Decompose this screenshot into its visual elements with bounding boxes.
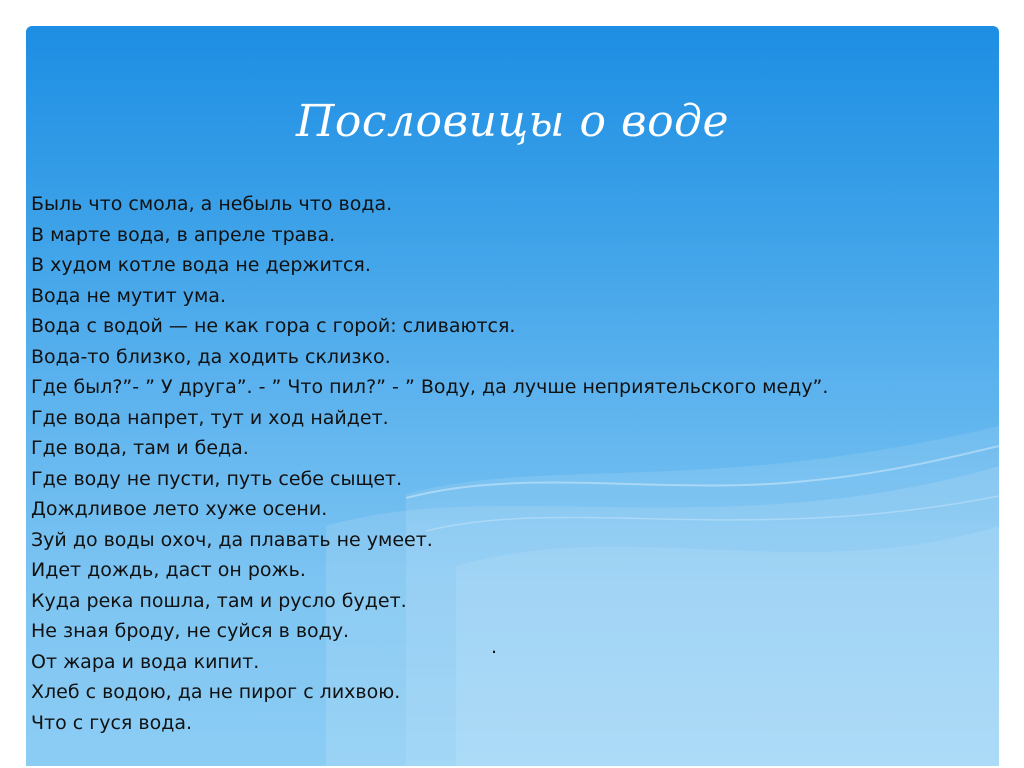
slide-title: Пословицы о воде xyxy=(296,96,729,147)
proverb-item: Где вода, там и беда. xyxy=(31,437,249,459)
proverb-item: Зуй до воды охоч, да плавать не умеет. xyxy=(31,528,433,551)
proverb-item: Не зная броду, не суйся в воду. xyxy=(31,620,350,642)
proverb-item: Где воду не пусти, путь себе сыщет. xyxy=(31,467,403,490)
proverb-item: Где вода напрет, тут и ход найдет. xyxy=(31,406,389,429)
proverb-item: Вода с водой — не как гора с горой: сливаются. xyxy=(31,315,516,337)
proverb-item: Что с гуся вода. xyxy=(31,711,193,734)
stray-period: . xyxy=(491,636,498,658)
proverb-item: В худом котле вода не держится. xyxy=(31,254,371,276)
slide xyxy=(26,26,999,766)
proverb-item: Куда река пошла, там и русло будет. xyxy=(31,589,407,612)
proverb-item: Быль что смола, а небыль что вода. xyxy=(31,193,393,215)
proverb-item: Вода-то близко, да ходить склизко. xyxy=(31,345,391,368)
proverb-item: Хлеб с водою, да не пирог с лихвою. xyxy=(31,681,401,703)
proverb-list xyxy=(31,189,828,738)
proverb-item: От жара и вода кипит. xyxy=(31,650,260,673)
proverb-item: Где был?”- ” У друга”. - ” Что пил?” - ” Воду, да лучше неприятельского меду”. xyxy=(31,376,829,398)
proverb-item: В марте вода, в апреле трава. xyxy=(31,223,336,246)
proverb-item: Вода не мутит ума. xyxy=(31,284,226,307)
proverb-item: Дождливое лето хуже осени. xyxy=(31,498,328,520)
proverb-item: Идет дождь, даст он рожь. xyxy=(31,559,306,581)
